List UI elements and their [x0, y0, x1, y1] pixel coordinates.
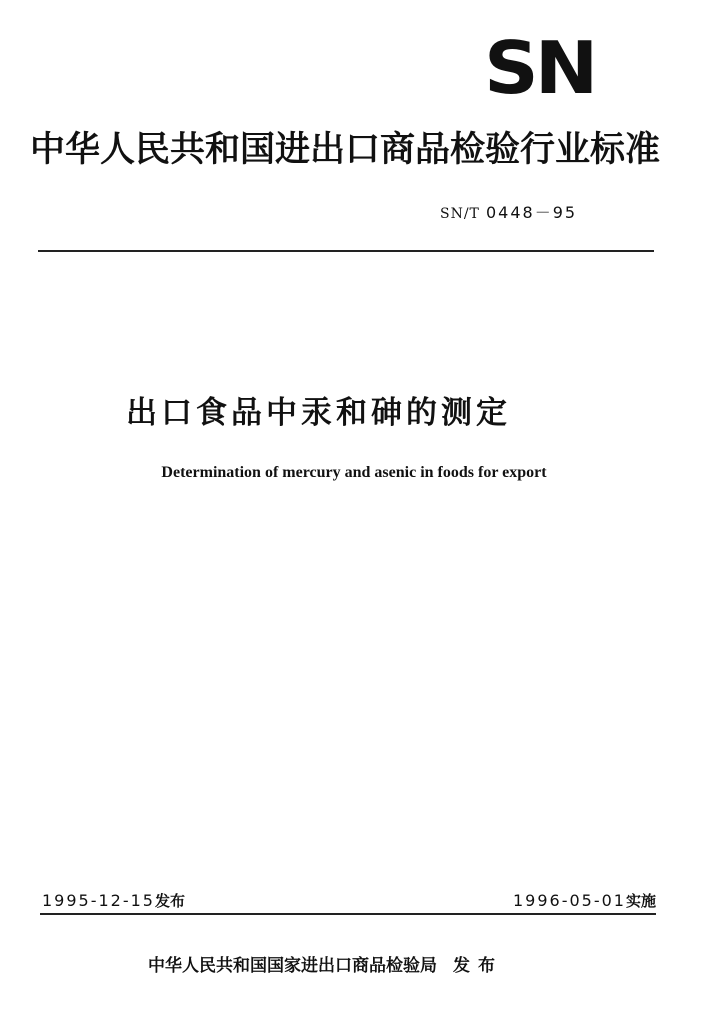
sn-logo: SN: [484, 25, 595, 111]
publisher: [148, 955, 503, 977]
org-title: 中华人民共和国进出口商品检验行业标准: [30, 130, 661, 170]
issue-date: [42, 891, 185, 911]
implementation-date: [513, 891, 656, 911]
standard-number: [440, 203, 577, 224]
implementation-date-label: 实施: [625, 892, 656, 910]
issue-date-value: 1995-12-15: [42, 891, 155, 910]
publisher-label: 发布: [453, 956, 503, 976]
bottom-divider: [40, 913, 656, 915]
implementation-date-value: 1996-05-01: [513, 891, 626, 910]
issue-date-label: 发布: [154, 892, 185, 910]
top-divider: [38, 250, 654, 252]
standard-prefix: SN/T: [440, 206, 480, 222]
publisher-name: 中华人民共和国国家进出口商品检验局: [148, 956, 437, 976]
english-title: Determination of mercury and asenic in foods for export: [161, 464, 547, 481]
standard-code: 0448－95: [486, 203, 578, 222]
chinese-title: 出口食品中汞和砷的测定: [126, 395, 511, 431]
